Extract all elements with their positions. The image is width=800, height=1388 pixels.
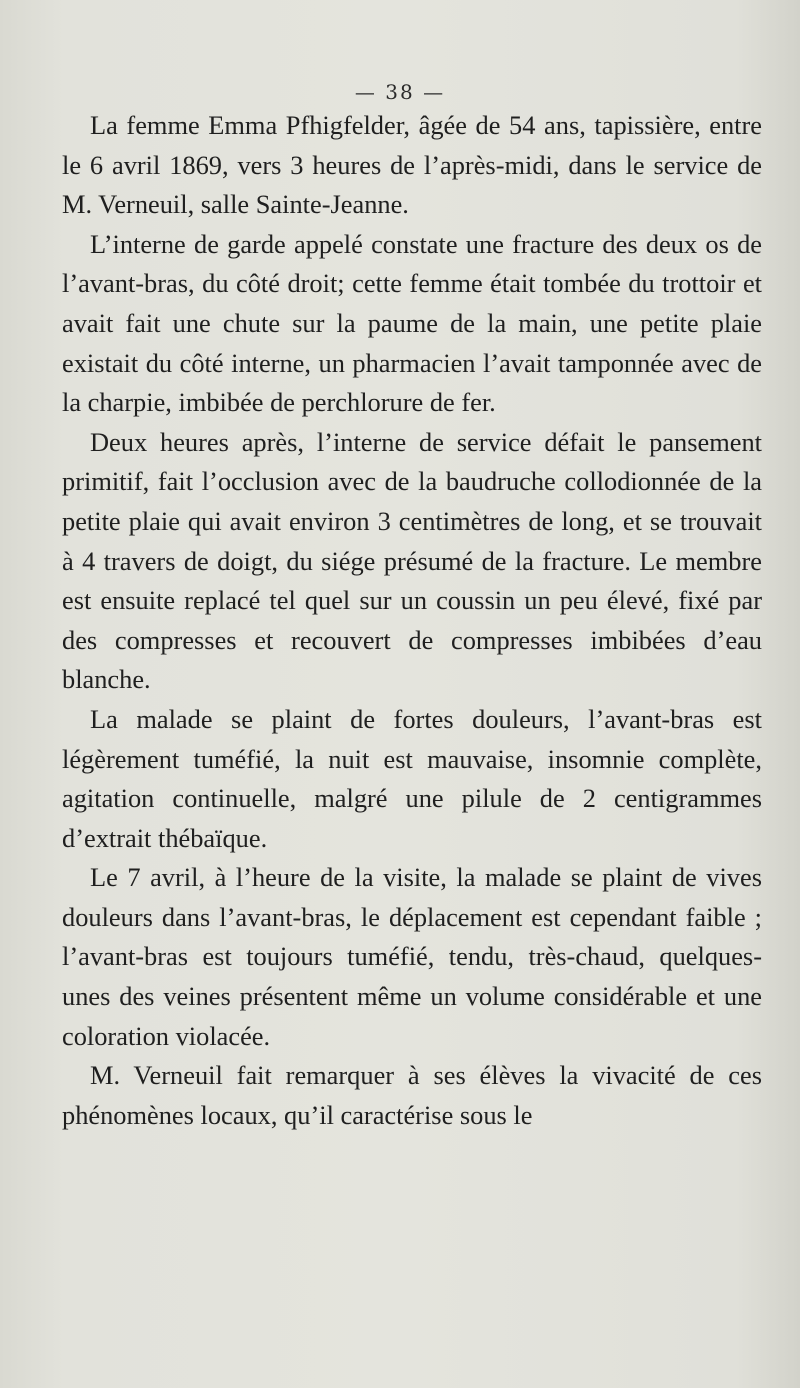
paragraph: M. Verneuil fait remarquer à ses élèves la vivacité de ces phénomènes locaux, qu’il caractérise sous le — [62, 1060, 762, 1130]
page-number: — 38 — — [354, 80, 446, 104]
paragraph: L’interne de garde appelé constate une fracture des deux os de l’avant-bras, du côté droit; cette femme était tombée du trottoir et avait fait une chute sur la paume de la main, une petite plaie existait du côté interne, un pharmacien l’avait tamponnée avec de la charpie, imbibée de perchlorure de fer. — [62, 228, 762, 418]
paragraph: La malade se plaint de fortes douleurs, l’avant-bras est légèrement tuméfié, la nuit est mauvaise, insomnie complète, agitation continuelle, malgré une pilule de 2 centigrammes d’extrait thébaïque. — [62, 703, 762, 853]
body-text — [62, 106, 762, 1135]
paragraph: Deux heures après, l’interne de service défait le pansement primitif, fait l’occlusion avec de la baudruche collodionnée de la petite plaie qui avait environ 3 centimètres de long, et se trouvait à 4 travers de doigt, du siége présumé de la fracture. Le membre est ensuite replacé tel quel sur un coussin un peu élevé, fixé par des compresses et recouvert de compresses imbibées d’eau blanche. — [62, 426, 762, 695]
paragraph: La femme Emma Pfhigfelder, âgée de 54 ans, tapissière, entre le 6 avril 1869, vers 3 heures de l’après-midi, dans le service de M. Verneuil, salle Sainte-Jeanne. — [62, 110, 762, 220]
paragraph: Le 7 avril, à l’heure de la visite, la malade se plaint de vives douleurs dans l’avant-bras, le déplacement est cependant faible ; l’avant-bras est toujours tuméfié, tendu, très-chaud, quelques-unes des veines présentent même un volume considérable et une coloration violacée. — [62, 862, 762, 1051]
